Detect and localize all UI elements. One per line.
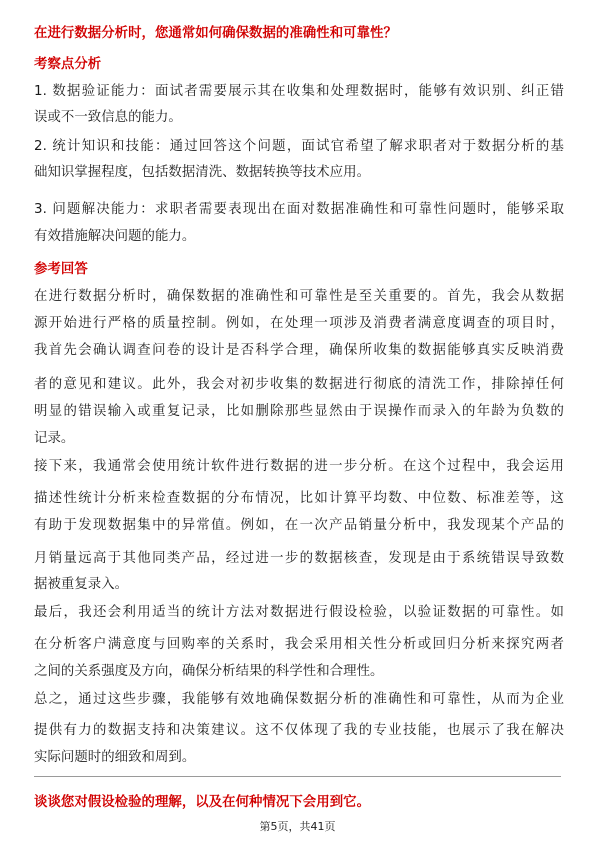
answer-line: 实际问题时的细致和周到。 [34, 750, 196, 765]
answer-line: 接下来，我通常会使用统计软件进行数据的进一步分析。在这个过程中，我会运用 [34, 459, 564, 474]
answer-line: 记录。 [34, 431, 75, 446]
answer-line: 提供有力的数据支持和决策建议。这不仅体现了我的专业技能，也展示了我在解决 [34, 723, 564, 738]
answer-line: 明显的错误输入或重复记录，比如删除那些显然由于误操作而录入的年龄为负数的 [34, 404, 564, 419]
answer-line: 月销量远高于其他同类产品，经过进一步的数据核查，发现是由于系统错误导致数 [34, 551, 564, 566]
answer-line: 描述性统计分析来检查数据的分布情况，比如计算平均数、中位数、标准差等，这 [34, 491, 564, 506]
answer-line: 据被重复录入。 [34, 577, 129, 592]
analysis-line: 有效措施解决问题的能力。 [34, 229, 196, 244]
answer-line: 源开始进行严格的质量控制。例如，在处理一项涉及消费者满意度调查的项目时， [34, 316, 564, 331]
answer-line: 总之，通过这些步骤，我能够有效地确保数据分析的准确性和可靠性，从而为企业 [34, 692, 564, 707]
answer-line: 在分析客户满意度与回购率的关系时，我会采用相关性分析或回归分析来探究两者 [34, 637, 564, 652]
page-footer: 第5页，共41页 [259, 820, 336, 833]
answer-line: 我首先会确认调查问卷的设计是否科学合理，确保所收集的数据能够真实反映消费 [34, 343, 564, 358]
answer-line: 在进行数据分析时，确保数据的准确性和可靠性是至关重要的。首先，我会从数据 [34, 289, 564, 304]
answer-line: 最后，我还会利用适当的统计方法对数据进行假设检验，以验证数据的可靠性。如 [34, 605, 564, 620]
analysis-heading: 考察点分析 [34, 57, 102, 72]
section-divider [34, 776, 561, 777]
answer-line: 者的意见和建议。此外，我会对初步收集的数据进行彻底的清洗工作，排除掉任何 [34, 377, 564, 392]
answer-heading: 参考回答 [34, 262, 88, 277]
analysis-line: 3. 问题解决能力：求职者需要表现出在面对数据准确性和可靠性问题时，能够采取 [34, 202, 564, 217]
analysis-line: 础知识掌握程度，包括数据清洗、数据转换等技术应用。 [34, 165, 371, 180]
answer-line: 有助于发现数据集中的异常值。例如，在一次产品销量分析中，我发现某个产品的 [34, 518, 564, 533]
analysis-line: 2. 统计知识和技能：通过回答这个问题，面试官希望了解求职者对于数据分析的基 [34, 139, 564, 154]
question-title: 在进行数据分析时，您通常如何确保数据的准确性和可靠性？ [34, 26, 397, 41]
analysis-line: 误或不一致信息的能力。 [34, 110, 182, 125]
answer-line: 之间的关系强度及方向，确保分析结果的科学性和合理性。 [34, 664, 384, 679]
next-question: 谈谈您对假设检验的理解，以及在何种情况下会用到它。 [34, 795, 371, 810]
analysis-line: 1. 数据验证能力：面试者需要展示其在收集和处理数据时，能够有效识别、纠正错 [34, 84, 564, 99]
